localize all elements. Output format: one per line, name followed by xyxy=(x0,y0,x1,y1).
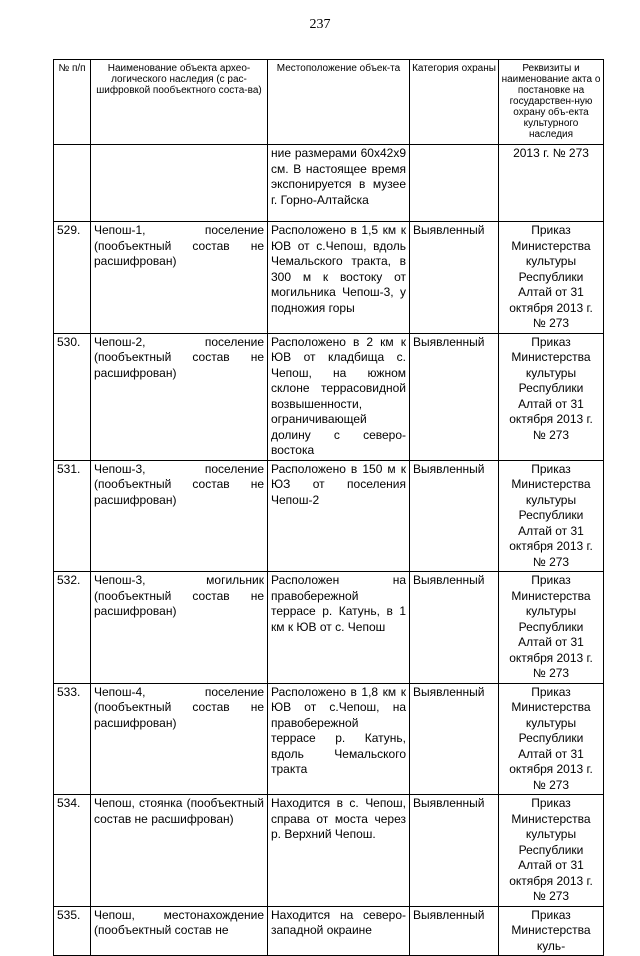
row-location: Расположен на правобережной террасе р. Катунь, в 1 км к ЮВ от с. Чепош xyxy=(268,572,410,684)
header-num: № п/п xyxy=(54,60,91,145)
row-name: Чепош-3, могильник (пообъектный состав не расшифрован) xyxy=(91,572,268,684)
row-category: Выявленный xyxy=(410,683,499,795)
row-category: Выявленный xyxy=(410,222,499,334)
row-location: ние размерами 60х42х9 см. В настоящее время экспонируется в музее г. Горно-Алтайска xyxy=(268,145,410,222)
table-row xyxy=(54,683,604,795)
row-requisites: Приказ Министерства культуры Республики Алтай от 31 октября 2013 г. № 273 xyxy=(499,572,604,684)
row-num: 532. xyxy=(54,572,91,684)
row-num: 530. xyxy=(54,333,91,460)
row-num: 535. xyxy=(54,906,91,956)
table-row xyxy=(54,795,604,907)
heritage-registry-table xyxy=(53,59,604,956)
row-requisites: Приказ Министерства культуры Республики Алтай от 31 октября 2013 г. № 273 xyxy=(499,460,604,572)
row-location: Расположено в 1,5 км к ЮВ от с.Чепош, вдоль Чемальского тракта, в 300 м к востоку от могильника Чепош-3, у подножия горы xyxy=(268,222,410,334)
row-num: 534. xyxy=(54,795,91,907)
row-name: Чепош, стоянка (пообъектный состав не расшифрован) xyxy=(91,795,268,907)
row-category: Выявленный xyxy=(410,906,499,956)
row-category: Выявленный xyxy=(410,460,499,572)
table-row xyxy=(54,145,604,222)
row-requisites: Приказ Министерства культуры Республики Алтай от 31 октября 2013 г. № 273 xyxy=(499,333,604,460)
row-requisites: Приказ Министерства культуры Республики Алтай от 31 октября 2013 г. № 273 xyxy=(499,222,604,334)
row-category: Выявленный xyxy=(410,795,499,907)
row-name: Чепош-2, поселение (пообъектный состав не расшифрован) xyxy=(91,333,268,460)
table-row xyxy=(54,460,604,572)
row-location: Находится в с. Чепош, справа от моста через р. Верхний Чепош. xyxy=(268,795,410,907)
header-name: Наименование объекта архео-логического наследия (с рас-шифровкой пообъектного соста-ва) xyxy=(91,60,268,145)
row-location: Расположено в 150 м к ЮЗ от поселения Чепош-2 xyxy=(268,460,410,572)
table-header-row xyxy=(54,60,604,145)
row-category: Выявленный xyxy=(410,572,499,684)
row-name xyxy=(91,145,268,222)
row-name: Чепош, местонахождение (пообъектный состав не xyxy=(91,906,268,956)
row-location: Расположено в 1,8 км к ЮВ от с.Чепош, на правобережной террасе р. Катунь, вдоль Чемальского тракта xyxy=(268,683,410,795)
row-name: Чепош-1, поселение (пообъектный состав не расшифрован) xyxy=(91,222,268,334)
table-row xyxy=(54,333,604,460)
row-name: Чепош-4, поселение (пообъектный состав не расшифрован) xyxy=(91,683,268,795)
table-row xyxy=(54,906,604,956)
header-requisites: Реквизиты и наименование акта о постановке на государствен-ную охрану объ-екта культурного наследия xyxy=(499,60,604,145)
row-location: Находится на северо-западной окраине xyxy=(268,906,410,956)
table-row xyxy=(54,222,604,334)
row-num xyxy=(54,145,91,222)
row-name: Чепош-3, поселение (пообъектный состав не расшифрован) xyxy=(91,460,268,572)
row-location: Расположено в 2 км к ЮВ от кладбища с. Чепош, на южном склоне террасовидной возвышенности, ограничивающей долину с северо-востока xyxy=(268,333,410,460)
row-requisites: Приказ Министерства культуры Республики Алтай от 31 октября 2013 г. № 273 xyxy=(499,683,604,795)
row-category: Выявленный xyxy=(410,333,499,460)
row-category xyxy=(410,145,499,222)
header-category: Категория охраны xyxy=(410,60,499,145)
row-num: 531. xyxy=(54,460,91,572)
row-requisites: Приказ Министерства культуры Республики Алтай от 31 октября 2013 г. № 273 xyxy=(499,795,604,907)
row-num: 533. xyxy=(54,683,91,795)
page-number: 237 xyxy=(309,17,331,32)
row-requisites: 2013 г. № 273 xyxy=(499,145,604,222)
row-num: 529. xyxy=(54,222,91,334)
row-requisites: Приказ Министерства куль- xyxy=(499,906,604,956)
table-row xyxy=(54,572,604,684)
header-location: Местоположение объек-та xyxy=(268,60,410,145)
